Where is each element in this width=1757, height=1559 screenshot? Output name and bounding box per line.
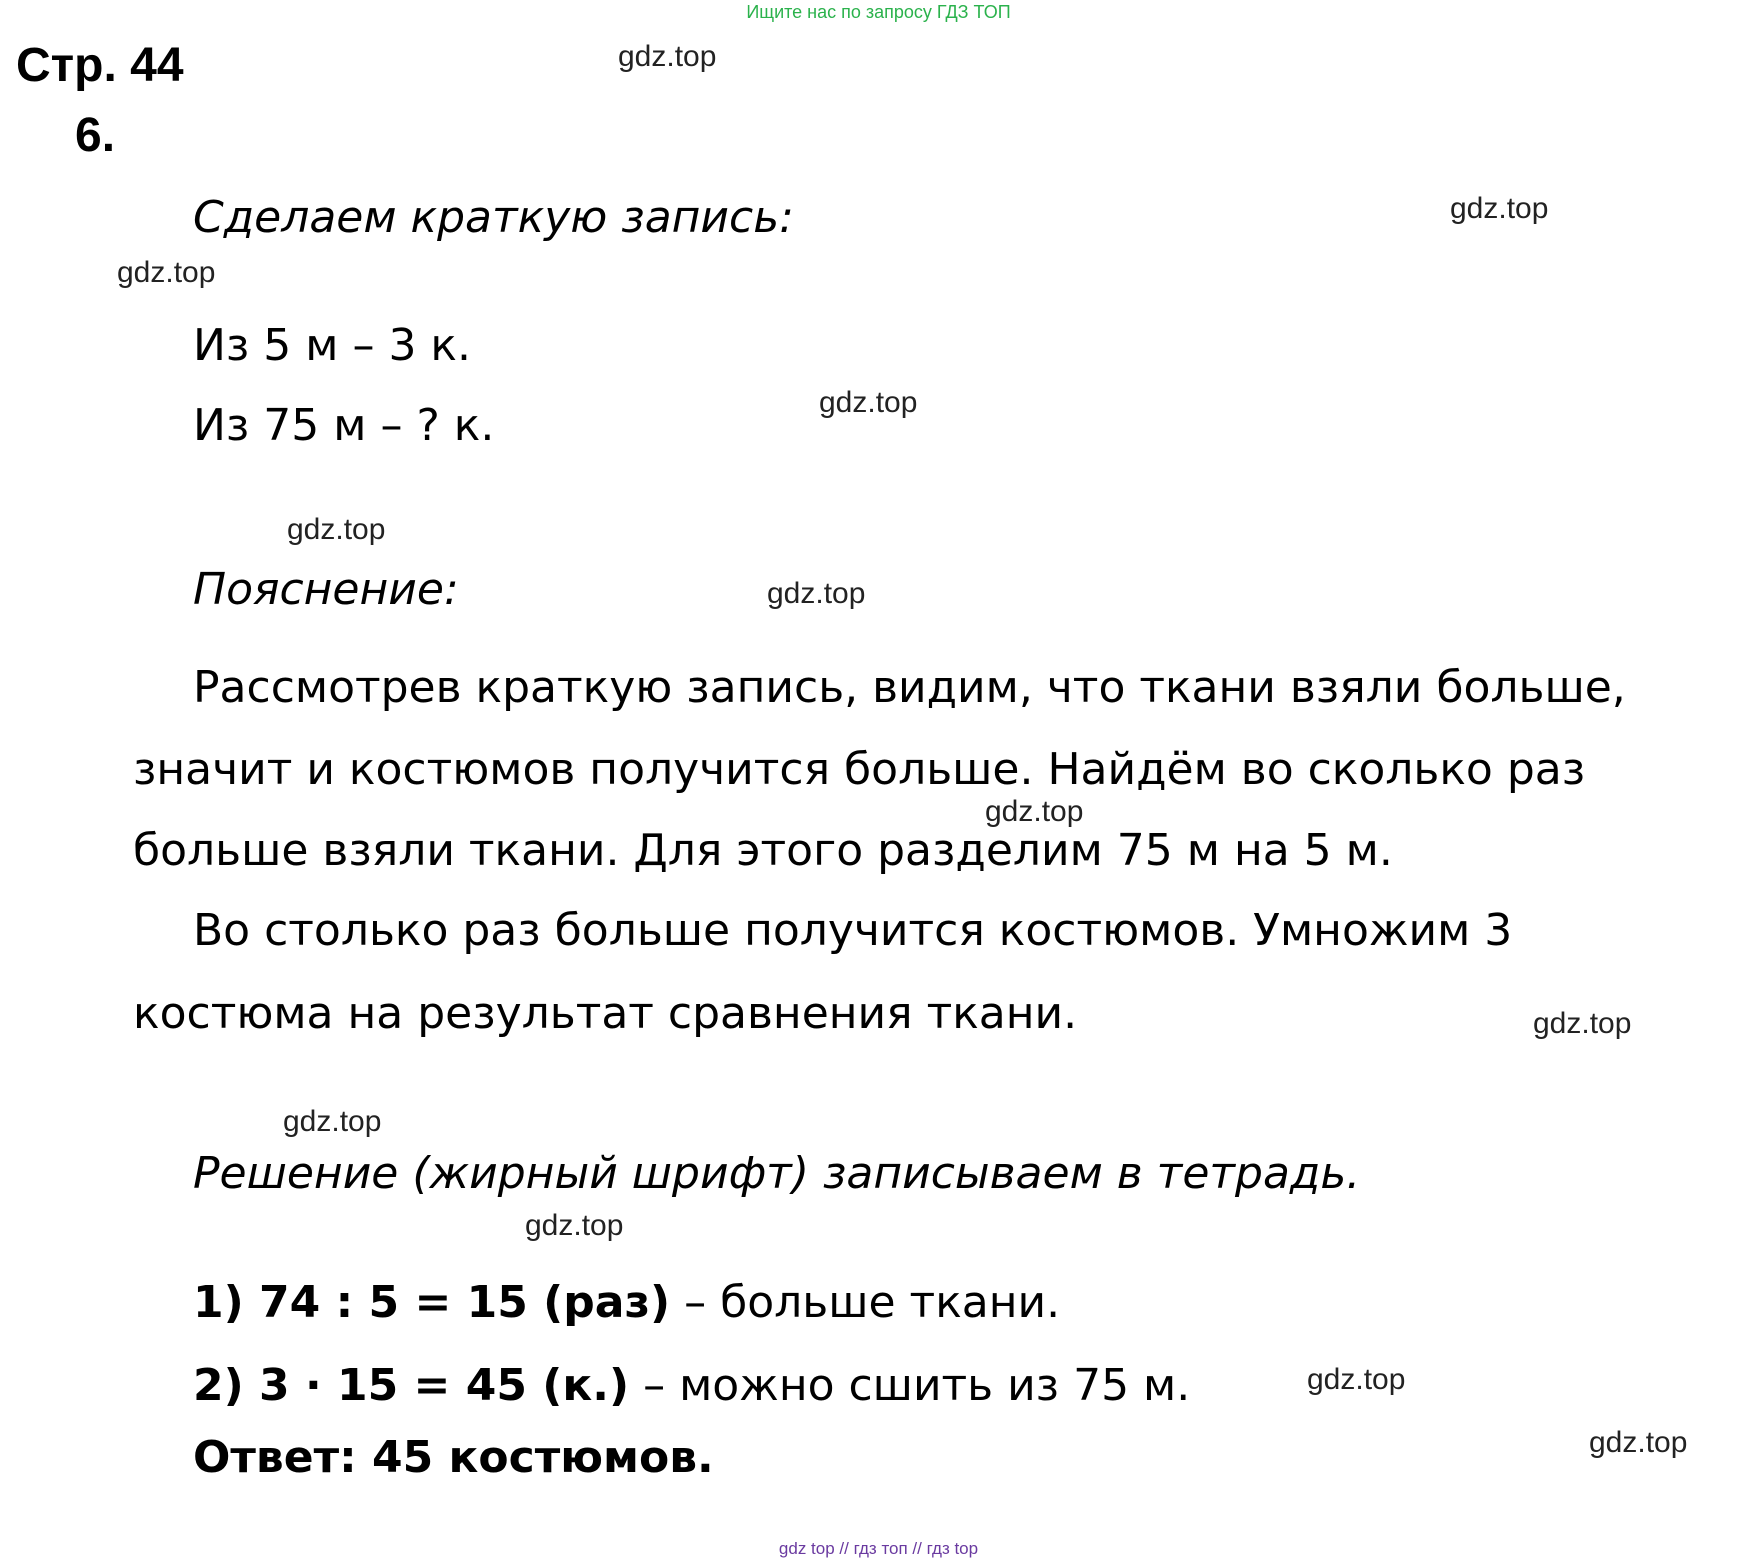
watermark: gdz.top <box>1589 1426 1688 1459</box>
explanation-heading: Пояснение: <box>193 564 459 615</box>
explanation-line: больше взяли ткани. Для этого разделим 75 м на 5 м. <box>133 825 1393 876</box>
watermark: gdz.top <box>287 513 386 546</box>
watermark: gdz.top <box>767 577 866 610</box>
solution-step-1-comment: – больше ткани. <box>670 1277 1061 1328</box>
solution-step-2-expression: 2) 3 · 15 = 45 (к.) <box>193 1360 630 1411</box>
explanation-line: значит и костюмов получится больше. Найдём во сколько раз <box>133 744 1586 795</box>
watermark: gdz.top <box>525 1209 624 1242</box>
short-note-line-1: Из 5 м – 3 к. <box>193 320 471 371</box>
watermark: gdz.top <box>1533 1007 1632 1040</box>
watermark: gdz.top <box>618 40 717 73</box>
explanation-line: костюма на результат сравнения ткани. <box>133 988 1078 1039</box>
page-title: Стр. 44 <box>16 39 184 92</box>
explanation-line: Рассмотрев краткую запись, видим, что ткани взяли больше, <box>193 662 1626 713</box>
explanation-line: Во столько раз больше получится костюмов. Умножим 3 <box>193 905 1513 956</box>
watermark: gdz.top <box>1450 192 1549 225</box>
bottom-banner: gdz top // гдз топ // гдз top <box>778 1539 979 1558</box>
answer: Ответ: 45 костюмов. <box>193 1432 714 1483</box>
top-banner: Ищите нас по запросу ГДЗ ТОП <box>746 2 1011 22</box>
short-note-line-2: Из 75 м – ? к. <box>193 400 495 451</box>
watermark: gdz.top <box>117 256 216 289</box>
watermark: gdz.top <box>985 795 1084 828</box>
short-note-heading: Сделаем краткую запись: <box>193 192 794 243</box>
solution-step-1 <box>193 1277 1060 1328</box>
watermark: gdz.top <box>283 1105 382 1138</box>
solution-heading: Решение (жирный шрифт) записываем в тетрадь. <box>193 1148 1361 1199</box>
solution-step-2 <box>193 1360 1190 1411</box>
solution-step-2-comment: – можно сшить из 75 м. <box>629 1360 1191 1411</box>
watermark: gdz.top <box>1307 1363 1406 1396</box>
solution-step-1-expression: 1) 74 : 5 = 15 (раз) <box>193 1277 671 1328</box>
watermark: gdz.top <box>819 386 918 419</box>
task-number: 6. <box>75 109 116 162</box>
